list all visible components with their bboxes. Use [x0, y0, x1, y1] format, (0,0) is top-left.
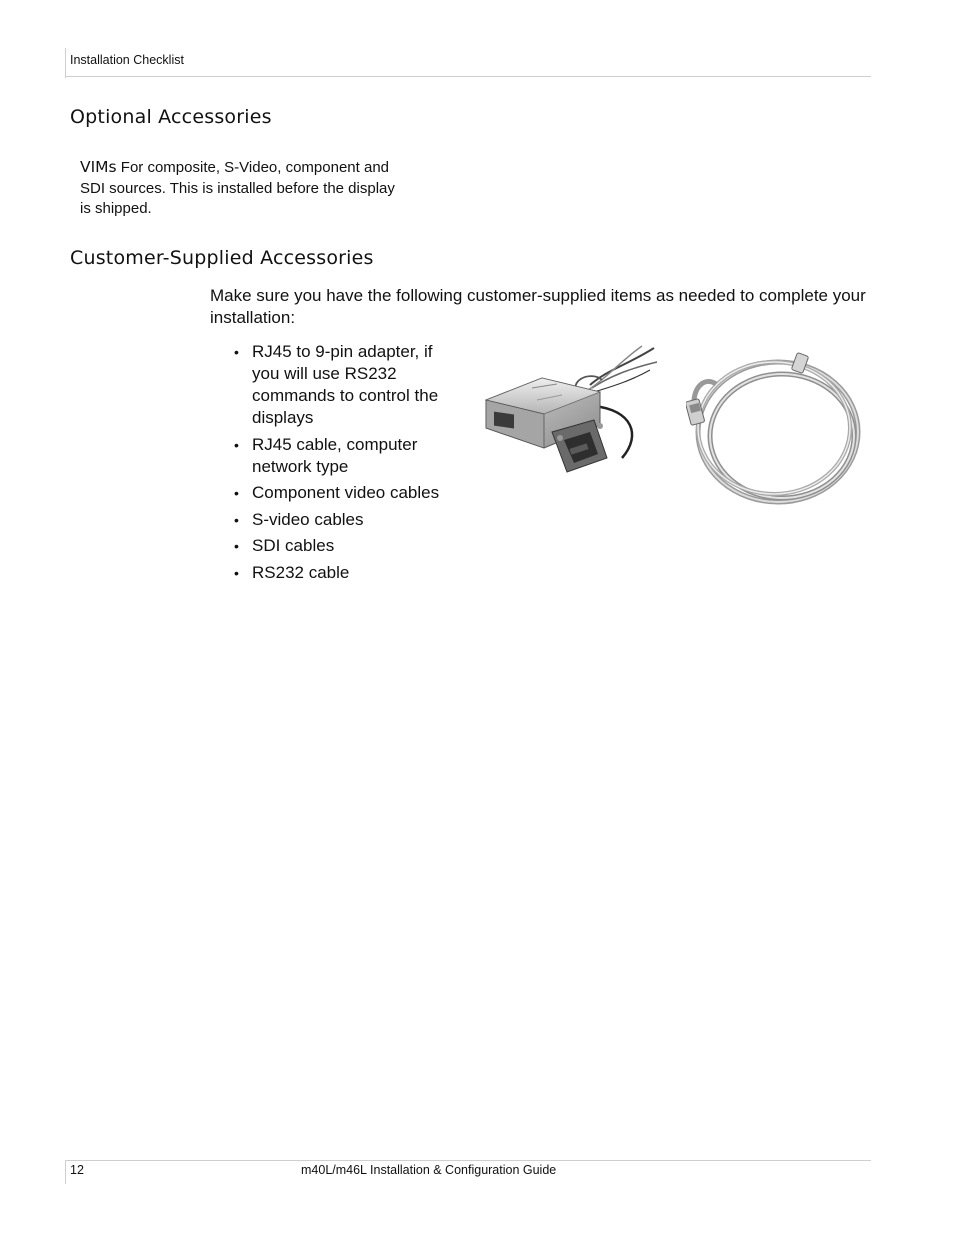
list-item [232, 434, 442, 478]
list-item-text: Component video cables [252, 483, 440, 502]
list-item-text: RJ45 to 9-pin adapter, if you will use RS232 commands to control the displays [252, 342, 439, 427]
customer-items-list [232, 341, 442, 588]
page-number: 12 [70, 1163, 84, 1177]
bullet-icon: • [234, 511, 239, 528]
document-title: m40L/m46L Installation & Configuration Guide [301, 1163, 557, 1177]
optional-accessories-heading: Optional Accessories [70, 106, 272, 128]
vims-entry [80, 157, 400, 220]
list-item-text: RS232 cable [252, 562, 350, 582]
bullet-icon: • [234, 344, 239, 360]
rj45-adapter-photo [482, 340, 662, 495]
list-item-text: SDI cables [252, 536, 335, 555]
footer-rule-horizontal [65, 1160, 871, 1161]
bullet-icon: • [234, 538, 239, 554]
rj45-cable-photo [686, 348, 864, 508]
list-item [232, 509, 442, 531]
list-item-text: S-video cables [252, 509, 364, 529]
customer-supplied-accessories-heading: Customer-Supplied Accessories [70, 247, 374, 269]
bullet-icon: • [234, 564, 239, 581]
header-rule [65, 48, 66, 78]
bullet-icon: • [234, 436, 239, 453]
customer-intro-paragraph: Make sure you have the following customer-supplied items as needed to complete your installation: [210, 286, 866, 327]
list-item-text: RJ45 cable, computer network type [252, 434, 418, 476]
list-item [232, 535, 442, 557]
vims-description: For composite, S-Video, component and SDI sources. This is installed before the display is shipped. [80, 159, 395, 217]
list-item [232, 482, 442, 504]
running-head: Installation Checklist [70, 53, 184, 67]
bullet-icon: • [234, 485, 239, 501]
vims-term: VIMs [80, 158, 117, 176]
header-rule-horizontal [65, 76, 871, 77]
list-item [232, 562, 442, 584]
list-item [232, 341, 442, 429]
footer-rule [65, 1160, 66, 1184]
